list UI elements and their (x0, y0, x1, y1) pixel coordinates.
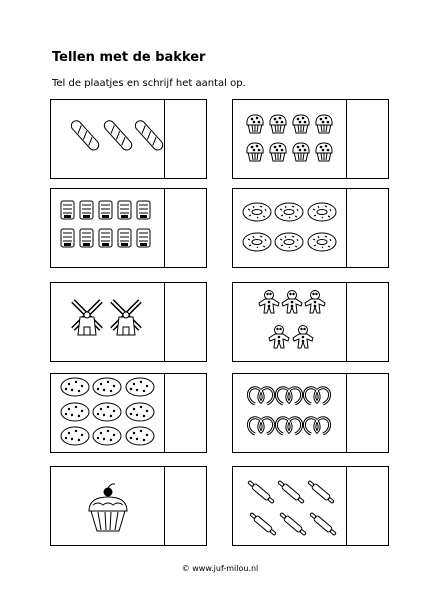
picture-area (233, 467, 346, 545)
picture-area (51, 374, 164, 452)
gingerbread-man-icon (233, 283, 346, 361)
answer-box[interactable] (164, 100, 207, 178)
counting-card-donuts (232, 188, 389, 268)
counting-card-cupcake (50, 466, 207, 546)
picture-area (51, 189, 164, 267)
footer-copyright: © www.juf-milou.nl (181, 564, 259, 573)
answer-box[interactable] (164, 283, 207, 361)
answer-box[interactable] (346, 467, 389, 545)
counting-card-muffins (232, 99, 389, 179)
answer-box[interactable] (346, 100, 389, 178)
cookie-icon (51, 374, 164, 452)
counting-card-cookies (50, 373, 207, 453)
picture-area (233, 283, 346, 361)
picture-area (233, 374, 346, 452)
counting-card-pretzels (232, 373, 389, 453)
rolling-pin-icon (233, 467, 346, 545)
bread-loaf-icon (51, 189, 164, 267)
picture-area (51, 283, 164, 361)
windmill-cookie-icon (51, 283, 164, 361)
picture-area (51, 100, 164, 178)
answer-box[interactable] (346, 374, 389, 452)
counting-card-bread-loaves (50, 188, 207, 268)
picture-area (233, 189, 346, 267)
counting-card-gingerbread-men (232, 282, 389, 362)
picture-area (51, 467, 164, 545)
counting-card-baguettes (50, 99, 207, 179)
cupcake-icon (51, 467, 164, 545)
worksheet-instruction: Tel de plaatjes en schrijf het aantal op. (52, 78, 246, 89)
counting-card-rolling-pins (232, 466, 389, 546)
counting-card-windmill-cookies (50, 282, 207, 362)
baguette-icon (51, 100, 164, 178)
worksheet-title: Tellen met de bakker (52, 50, 206, 65)
answer-box[interactable] (164, 374, 207, 452)
picture-area (233, 100, 346, 178)
answer-box[interactable] (164, 467, 207, 545)
answer-box[interactable] (346, 189, 389, 267)
muffin-icon (233, 100, 346, 178)
answer-box[interactable] (164, 189, 207, 267)
pretzel-icon (233, 374, 346, 452)
answer-box[interactable] (346, 283, 389, 361)
donut-icon (233, 189, 346, 267)
